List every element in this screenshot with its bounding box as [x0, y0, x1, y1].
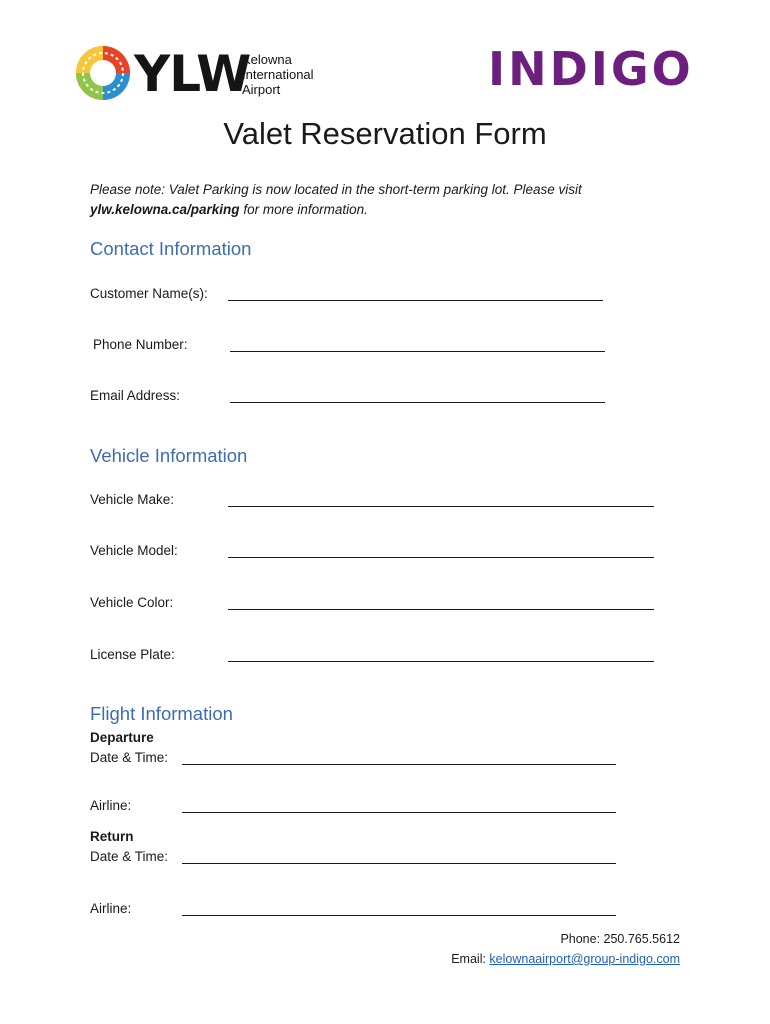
return-datetime-line[interactable] [182, 863, 616, 864]
footer-email [451, 952, 680, 966]
footer-phone: Phone: 250.765.5612 [560, 932, 680, 946]
footer-email-label: Email: [451, 952, 490, 966]
ylw-subtitle-line3: Airport [242, 82, 281, 97]
customer-name-line[interactable] [228, 300, 603, 301]
section-vehicle-heading: Vehicle Information [90, 445, 248, 466]
vehicle-model-label: Vehicle Model: [90, 543, 178, 558]
email-line[interactable] [230, 402, 605, 403]
footer-email-link[interactable]: kelownaairport@group-indigo.com [489, 952, 680, 966]
license-plate-label: License Plate: [90, 647, 175, 662]
return-airline-label: Airline: [90, 901, 132, 916]
return-heading: Return [90, 829, 134, 844]
ylw-subtitle [242, 52, 314, 97]
departure-heading: Departure [90, 730, 154, 745]
indigo-wordmark: INDIGO [488, 42, 694, 96]
vehicle-make-label: Vehicle Make: [90, 492, 175, 507]
ylw-sunburst-icon [74, 44, 132, 102]
vehicle-make-line[interactable] [228, 506, 654, 507]
ylw-subtitle-line1: Kelowna [242, 52, 292, 67]
ylw-wordmark: YLW [134, 45, 251, 103]
form-title: Valet Reservation Form [223, 116, 547, 151]
section-contact-heading: Contact Information [90, 238, 252, 259]
parking-url: ylw.kelowna.ca/parking [90, 202, 240, 217]
departure-airline-line[interactable] [182, 812, 616, 813]
note-text: Please note: Valet Parking is now located in the short-term parking lot. Please visit [90, 182, 582, 197]
departure-airline-label: Airline: [90, 798, 132, 813]
ylw-subtitle-line2: International [242, 67, 314, 82]
vehicle-model-line[interactable] [228, 557, 654, 558]
note-text-end: for more information. [239, 202, 368, 217]
license-plate-line[interactable] [228, 661, 654, 662]
ylw-logo [74, 44, 324, 104]
return-datetime-label: Date & Time: [90, 849, 169, 864]
phone-label: Phone Number: [93, 337, 188, 352]
parking-note [90, 180, 650, 220]
customer-name-label: Customer Name(s): [90, 286, 208, 301]
vehicle-color-label: Vehicle Color: [90, 595, 174, 610]
return-airline-line[interactable] [182, 915, 616, 916]
phone-line[interactable] [230, 351, 605, 352]
indigo-logo [488, 42, 694, 96]
vehicle-color-line[interactable] [228, 609, 654, 610]
departure-datetime-line[interactable] [182, 764, 616, 765]
departure-datetime-label: Date & Time: [90, 750, 169, 765]
email-label: Email Address: [90, 388, 181, 403]
section-flight-heading: Flight Information [90, 703, 233, 724]
